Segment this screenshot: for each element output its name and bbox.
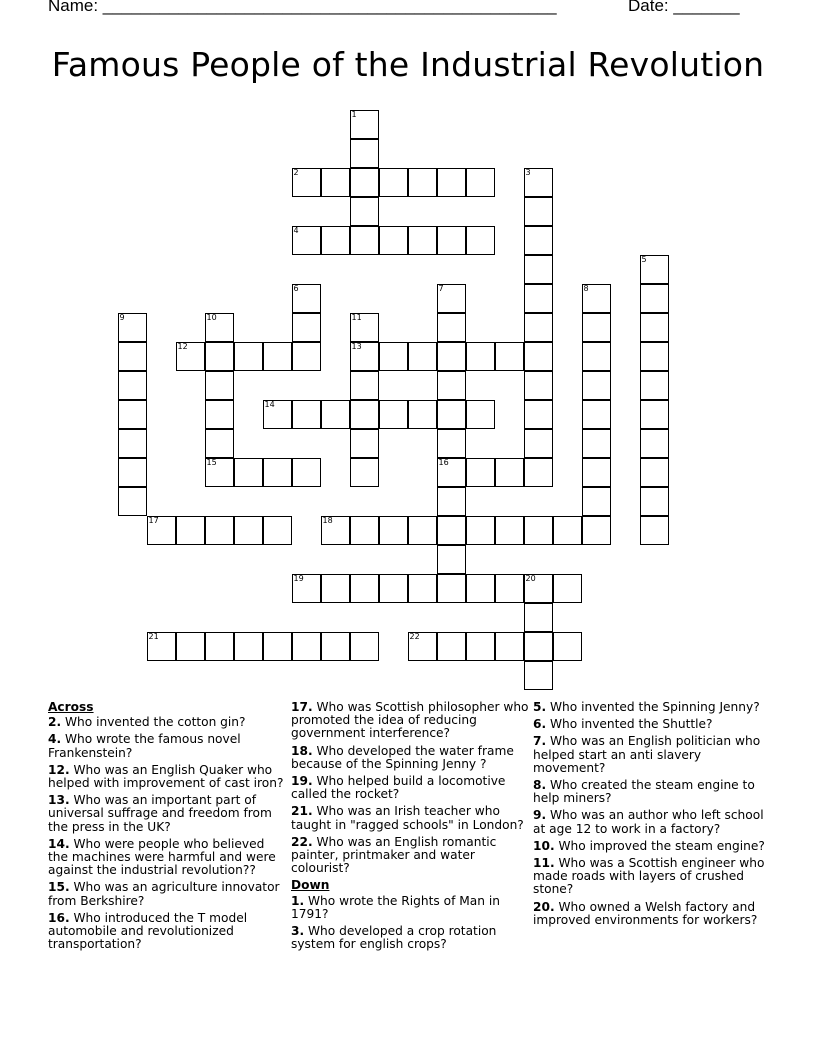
grid-cell[interactable] <box>292 168 321 197</box>
clue-text: Who helped build a locomotive called the rocket? <box>291 774 506 802</box>
clue-text: Who was a Scottish engineer who made roads with layers of crushed stone? <box>533 856 765 897</box>
grid-cell[interactable] <box>379 168 408 197</box>
grid-cell[interactable] <box>524 197 553 226</box>
clue-number: 16 <box>438 458 449 467</box>
grid-cell[interactable] <box>263 400 292 429</box>
across-clue <box>291 805 531 831</box>
grid-cell[interactable] <box>582 429 611 458</box>
grid-cell[interactable] <box>292 226 321 255</box>
down-clue <box>533 718 773 731</box>
across-heading: Across <box>48 700 94 714</box>
grid-cell[interactable] <box>524 661 553 690</box>
clue-number: 20. <box>533 899 555 914</box>
grid-cell[interactable] <box>118 342 147 371</box>
grid-cell[interactable] <box>437 313 466 342</box>
clue-number: 4. <box>48 732 62 747</box>
grid-cell[interactable] <box>640 371 669 400</box>
across-clue <box>48 794 288 834</box>
clue-number: 6. <box>533 717 547 732</box>
grid-cell[interactable] <box>524 342 553 371</box>
grid-cell[interactable] <box>640 255 669 284</box>
grid-cell[interactable] <box>640 516 669 545</box>
across-clue <box>48 733 288 759</box>
clue-number: 21. <box>291 804 313 819</box>
grid-cell[interactable] <box>379 342 408 371</box>
clue-number: 1 <box>351 110 357 119</box>
grid-cell[interactable] <box>524 574 553 603</box>
grid-cell[interactable] <box>379 226 408 255</box>
grid-cell[interactable] <box>292 284 321 313</box>
grid-cell[interactable] <box>350 168 379 197</box>
grid-cell[interactable] <box>408 632 437 661</box>
clue-text: Who was an Irish teacher who taught in "ragged schools" in London? <box>291 804 524 832</box>
grid-cell[interactable] <box>466 168 495 197</box>
grid-cell[interactable] <box>234 632 263 661</box>
clue-text: Who invented the cotton gin? <box>61 715 246 730</box>
down-clue <box>533 701 773 714</box>
grid-cell[interactable] <box>582 371 611 400</box>
clue-number: 12 <box>177 342 188 351</box>
grid-cell[interactable] <box>466 400 495 429</box>
clue-number: 13. <box>48 793 70 808</box>
clue-text: Who developed the water frame because of the Spinning Jenny ? <box>291 743 514 771</box>
grid-cell[interactable] <box>495 516 524 545</box>
grid-cell[interactable] <box>437 487 466 516</box>
across-clue <box>48 764 288 790</box>
grid-cell[interactable] <box>553 574 582 603</box>
grid-cell[interactable] <box>553 632 582 661</box>
down-clue <box>533 735 773 775</box>
grid-cell[interactable] <box>524 371 553 400</box>
grid-cell[interactable] <box>495 632 524 661</box>
down-clue <box>533 779 773 805</box>
grid-cell[interactable] <box>321 632 350 661</box>
across-clue <box>291 836 531 876</box>
name-field-label: Name: ________________________________________________ <box>48 0 557 15</box>
clues-column-2 <box>291 701 531 955</box>
grid-cell[interactable] <box>205 458 234 487</box>
clue-number: 5. <box>533 700 547 714</box>
grid-cell[interactable] <box>495 342 524 371</box>
down-heading: Down <box>291 878 330 893</box>
grid-cell[interactable] <box>205 632 234 661</box>
grid-cell[interactable] <box>524 168 553 197</box>
grid-cell[interactable] <box>582 487 611 516</box>
clue-text: Who was an important part of universal suffrage and freedom from the press in the UK? <box>48 793 272 834</box>
grid-cell[interactable] <box>205 313 234 342</box>
down-clue <box>291 925 531 951</box>
across-clues-part-1 <box>48 716 288 951</box>
grid-cell[interactable] <box>582 342 611 371</box>
grid-cell[interactable] <box>350 226 379 255</box>
grid-cell[interactable] <box>205 371 234 400</box>
grid-cell[interactable] <box>437 168 466 197</box>
grid-cell[interactable] <box>524 429 553 458</box>
grid-cell[interactable] <box>524 400 553 429</box>
clues-column-1 <box>48 701 288 955</box>
grid-cell[interactable] <box>350 110 379 139</box>
grid-cell[interactable] <box>234 342 263 371</box>
clue-number: 18. <box>291 743 313 758</box>
clues-column-3 <box>533 701 773 931</box>
grid-cell[interactable] <box>582 458 611 487</box>
grid-cell[interactable] <box>263 632 292 661</box>
grid-cell[interactable] <box>292 574 321 603</box>
grid-cell[interactable] <box>640 487 669 516</box>
clue-text: Who was an author who left school at age 12 to work in a factory? <box>533 808 764 836</box>
grid-cell[interactable] <box>408 516 437 545</box>
clue-number: 6 <box>293 284 299 293</box>
grid-cell[interactable] <box>524 255 553 284</box>
grid-cell[interactable] <box>263 516 292 545</box>
clue-number: 8. <box>533 778 547 793</box>
grid-cell[interactable] <box>437 574 466 603</box>
grid-cell[interactable] <box>350 516 379 545</box>
clue-number: 4 <box>293 226 299 235</box>
grid-cell[interactable] <box>437 371 466 400</box>
grid-cell[interactable] <box>437 516 466 545</box>
clue-number: 10 <box>206 313 217 322</box>
grid-cell[interactable] <box>524 284 553 313</box>
grid-cell[interactable] <box>582 400 611 429</box>
clue-text: Who was an English politician who helped start an anti slavery movement? <box>533 734 761 775</box>
grid-cell[interactable] <box>205 429 234 458</box>
grid-cell[interactable] <box>292 632 321 661</box>
grid-cell[interactable] <box>466 632 495 661</box>
across-clue <box>48 838 288 878</box>
clue-number: 19. <box>291 774 313 789</box>
grid-cell[interactable] <box>495 574 524 603</box>
grid-cell[interactable] <box>495 458 524 487</box>
grid-cell[interactable] <box>437 226 466 255</box>
clue-number: 19 <box>293 574 304 583</box>
grid-cell[interactable] <box>234 458 263 487</box>
clue-text: Who was Scottish philosopher who promoted the idea of reducing government interference? <box>291 700 529 741</box>
grid-cell[interactable] <box>234 516 263 545</box>
clue-number: 21 <box>148 632 159 641</box>
grid-cell[interactable] <box>437 400 466 429</box>
grid-cell[interactable] <box>205 516 234 545</box>
clue-number: 2 <box>293 168 299 177</box>
grid-cell[interactable] <box>263 458 292 487</box>
grid-cell[interactable] <box>640 429 669 458</box>
grid-cell[interactable] <box>350 139 379 168</box>
grid-cell[interactable] <box>321 574 350 603</box>
grid-cell[interactable] <box>350 371 379 400</box>
grid-cell[interactable] <box>321 400 350 429</box>
clue-text: Who owned a Welsh factory and improved environments for workers? <box>533 899 758 927</box>
clue-number: 11 <box>351 313 362 322</box>
clue-number: 3. <box>291 924 305 939</box>
grid-cell[interactable] <box>118 458 147 487</box>
grid-cell[interactable] <box>147 632 176 661</box>
grid-cell[interactable] <box>640 400 669 429</box>
grid-cell[interactable] <box>350 342 379 371</box>
grid-cell[interactable] <box>292 400 321 429</box>
grid-cell[interactable] <box>292 313 321 342</box>
clue-number: 17. <box>291 700 313 714</box>
clue-text: Who wrote the famous novel Frankenstein? <box>48 732 241 760</box>
grid-cell[interactable] <box>118 400 147 429</box>
grid-cell[interactable] <box>292 458 321 487</box>
grid-cell[interactable] <box>292 342 321 371</box>
grid-cell[interactable] <box>118 313 147 342</box>
grid-cell[interactable] <box>408 400 437 429</box>
down-clue <box>533 901 773 927</box>
grid-cell[interactable] <box>466 342 495 371</box>
grid-cell[interactable] <box>147 516 176 545</box>
grid-cell[interactable] <box>524 313 553 342</box>
grid-cell[interactable] <box>350 400 379 429</box>
grid-cell[interactable] <box>640 313 669 342</box>
grid-cell[interactable] <box>350 458 379 487</box>
clue-number: 15 <box>206 458 217 467</box>
clue-number: 22. <box>291 834 313 849</box>
grid-cell[interactable] <box>524 603 553 632</box>
grid-cell[interactable] <box>437 632 466 661</box>
grid-cell[interactable] <box>408 574 437 603</box>
grid-cell[interactable] <box>437 284 466 313</box>
grid-cell[interactable] <box>350 313 379 342</box>
clue-number: 1. <box>291 893 305 908</box>
clue-number: 5 <box>641 255 647 264</box>
across-clue <box>291 701 531 741</box>
grid-cell[interactable] <box>582 313 611 342</box>
grid-cell[interactable] <box>466 226 495 255</box>
grid-cell[interactable] <box>263 342 292 371</box>
grid-cell[interactable] <box>466 516 495 545</box>
grid-cell[interactable] <box>176 632 205 661</box>
clue-text: Who created the steam engine to help miners? <box>533 778 755 806</box>
grid-cell[interactable] <box>205 400 234 429</box>
clue-text: Who developed a crop rotation system for english crops? <box>291 924 497 952</box>
grid-cell[interactable] <box>437 545 466 574</box>
across-clue <box>48 716 288 729</box>
grid-cell[interactable] <box>118 371 147 400</box>
clue-number: 11. <box>533 856 555 871</box>
clue-text: Who invented the Shuttle? <box>546 717 713 732</box>
grid-cell[interactable] <box>118 429 147 458</box>
clue-number: 20 <box>525 574 536 583</box>
clue-number: 7. <box>533 734 547 749</box>
clue-text: Who was an English romantic painter, printmaker and water colourist? <box>291 834 497 876</box>
across-clue <box>48 881 288 907</box>
date-field-label: Date: _______ <box>628 0 740 15</box>
across-clue <box>291 745 531 771</box>
clue-number: 2. <box>48 715 62 730</box>
grid-cell[interactable] <box>640 284 669 313</box>
clue-text: Who wrote the Rights of Man in 1791? <box>291 893 500 921</box>
clue-number: 18 <box>322 516 333 525</box>
grid-cell[interactable] <box>553 516 582 545</box>
down-clue <box>533 840 773 853</box>
clue-number: 7 <box>438 284 444 293</box>
across-clues-part-2 <box>291 701 531 875</box>
page-title: Famous People of the Industrial Revolution <box>51 45 765 84</box>
clue-number: 16. <box>48 910 70 925</box>
clue-number: 14 <box>264 400 275 409</box>
grid-cell[interactable] <box>408 226 437 255</box>
grid-cell[interactable] <box>582 284 611 313</box>
across-clue <box>291 775 531 801</box>
clue-text: Who was an English Quaker who helped with improvement of cast iron? <box>48 762 284 791</box>
grid-cell[interactable] <box>437 458 466 487</box>
across-clue <box>48 912 288 952</box>
grid-cell[interactable] <box>379 574 408 603</box>
clue-number: 22 <box>409 632 420 641</box>
grid-cell[interactable] <box>379 516 408 545</box>
grid-cell[interactable] <box>118 487 147 516</box>
grid-cell[interactable] <box>640 342 669 371</box>
grid-cell[interactable] <box>176 342 205 371</box>
down-clue <box>533 809 773 835</box>
clue-number: 9 <box>119 313 125 322</box>
grid-cell[interactable] <box>321 226 350 255</box>
grid-cell[interactable] <box>379 400 408 429</box>
grid-cell[interactable] <box>321 516 350 545</box>
clue-number: 9. <box>533 808 547 823</box>
clue-text: Who was an agriculture innovator from Berkshire? <box>48 880 280 908</box>
grid-cell[interactable] <box>524 516 553 545</box>
down-clue <box>291 895 531 921</box>
grid-cell[interactable] <box>524 632 553 661</box>
grid-cell[interactable] <box>321 168 350 197</box>
grid-cell[interactable] <box>408 168 437 197</box>
grid-cell[interactable] <box>524 226 553 255</box>
clue-number: 10. <box>533 838 555 853</box>
clue-number: 8 <box>583 284 589 293</box>
clue-text: Who were people who believed the machines were harmful and were against the industrial revolution?? <box>48 836 276 878</box>
clue-number: 14. <box>48 836 70 851</box>
grid-cell[interactable] <box>176 516 205 545</box>
grid-cell[interactable] <box>466 574 495 603</box>
grid-cell[interactable] <box>640 458 669 487</box>
grid-cell[interactable] <box>350 197 379 226</box>
grid-cell[interactable] <box>205 342 234 371</box>
clue-text: Who invented the Spinning Jenny? <box>546 700 760 714</box>
grid-cell[interactable] <box>437 429 466 458</box>
down-clues-part-2 <box>533 701 773 927</box>
grid-cell[interactable] <box>437 342 466 371</box>
clue-text: Who improved the steam engine? <box>554 838 765 853</box>
clue-number: 15. <box>48 880 70 895</box>
down-clue <box>533 857 773 897</box>
grid-cell[interactable] <box>582 516 611 545</box>
grid-cell[interactable] <box>408 342 437 371</box>
grid-cell[interactable] <box>466 458 495 487</box>
grid-cell[interactable] <box>524 458 553 487</box>
grid-cell[interactable] <box>350 429 379 458</box>
clue-number: 12. <box>48 762 70 777</box>
clue-number: 3 <box>525 168 531 177</box>
clue-text: Who introduced the T model automobile and revolutionized transportation? <box>48 910 248 952</box>
down-clues-part-1 <box>291 895 531 952</box>
clue-number: 17 <box>148 516 159 525</box>
clue-number: 13 <box>351 342 362 351</box>
grid-cell[interactable] <box>350 574 379 603</box>
grid-cell[interactable] <box>350 632 379 661</box>
